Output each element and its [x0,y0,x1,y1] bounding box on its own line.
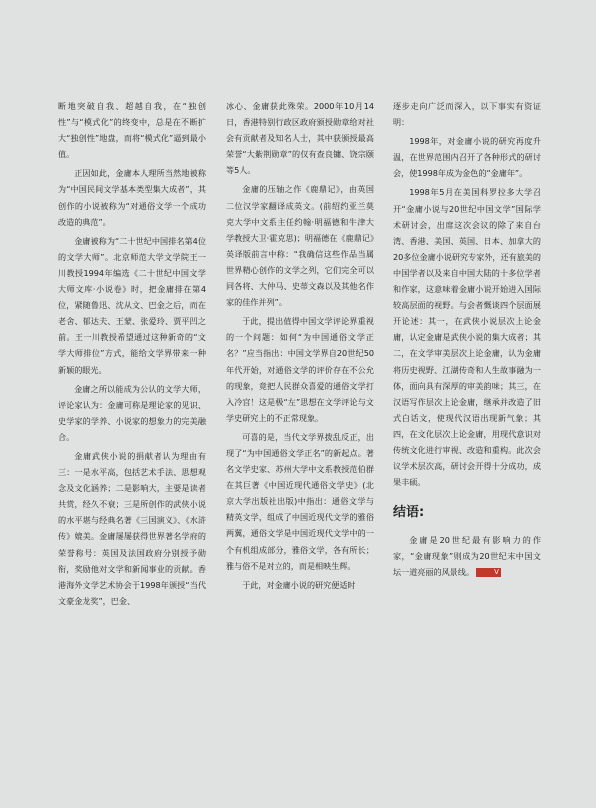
paragraph: 于此，对金庸小说的研究便适时 [242,579,356,590]
paragraph: 断地突破自我、超越自我，在“独创性”与“模式化”的终变中，总是在不断扩大“独创性”地盘，而将“模式化”逼到最小值。 [58,101,206,160]
conclusion-heading: 结语: [393,505,425,521]
paragraph: 于此，提出值得中国文学评论界重视的一个问题：如何“为中国通俗文学正名？”应当指出：中国文学界自20世纪50年代开始，对通俗文学的评价存在不公允的现象，竟把人民群众喜爱的通俗文学打入冷宫！这是极“左”思想在文学评论与文学史研究上的不正常现象。 [226,316,374,423]
paragraph: 冰心、金庸获此殊荣。2000年10月14日，香港特别行政区政府颁授勋章给对社会有贡献者及知名人士，其中获颁授最高荣誉“大紫荆勋章”的仅有查良镛、饶宗颐等5人。 [226,101,374,176]
paragraph: 1998年5月在美国科罗拉多大学召开“金庸小说与20世纪中国文学”国际学术研讨会，出席这次会议的除了来自台湾、香港、美国、英国、日本、加拿大的20多位金庸小说研究专家外，还有旅美的中国学者以及来自中国大陆的十多位学者和作家，这意味着金庸小说开始进入国际较高层面的视野。与会者慨谈四个层面展开论述：其一，在武侠小说层次上论金庸，认定金庸是武侠小说的集大成者；其二，在文学审美层次上论金庸，认为金庸将历史视野、江湖传奇和人生故事融为一体，面向具有深厚的审美韵味；其三，在汉语写作层次上论金庸，继承并改造了旧式白话文，使现代汉语出现新气象；其四，在文化层次上论金庸，用现代意识对传统文化进行审视、改造和重构。此次会议学术层次高，研讨会开得十分成功，成果丰硕。 [393,187,541,488]
column-3-body [393,98,541,490]
paragraph: 金庸之所以能成为公认的文学大师，评论家认为：金庸可称是理论家的见识、史学家的学养、小说家的想象力的完美融合。 [58,383,206,442]
paragraph: 金庸武侠小说的捐献者认为理由有三：一是水平高，包括艺术手法、思想观念及文化涵养；二是影响大，主要是读者共赏，经久不衰；三是所创作的武侠小说的水平堪与经典名著《三国演义》、《水浒传》媲美。金庸屡屡获得世界著名学府的荣誉称号：英国及法国政府分别授予勋衔，奖励他对文学和新闻事业的贡献。香港海外文学艺术协会于1998年颁授“当代文豪金龙奖”，巴金、 [58,450,206,606]
paragraph: 正因如此，金庸本人理所当然地被称为“中国民间文学基本类型集大成者”，其创作的小说被称为“对通俗文学一个成功改造的典范”。 [58,168,206,227]
paragraph: 逐步走向广泛而深入，以下事实有资证明： [393,101,541,128]
paragraph: 金庸是20世纪最有影响力的作家，“金庸现象”则成为20世纪末中国文坛一道亮丽的风景线。 V [393,535,541,578]
text-column-1 [58,98,206,612]
paragraph: 1998年，对金庸小说的研究再度升温，在世界范围内召开了各种形式的研讨会，使1998年成为金色的“金庸年”。 [393,136,541,179]
paragraph: 可喜的是，当代文学界拨乱反正，出现了“为中国通俗文学正名”的新起点。著名文学史家、苏州大学中文系教授范伯群在其巨著《中国近现代通俗文学史》(北京大学出版社出版)中指出：通俗文学与精英文学，组成了中国近现代文学的雅俗两翼，通俗文学是中国近现代文学中的一个有机组成部分，雅俗文学，各有所长；雅与俗不是对立的，而是相映生辉。 [226,431,374,571]
paragraph: 金庸的压轴之作《鹿鼎记》，由英国二位汉学家翻译成英文。(前绍约亚兰莫克大学中文系主任约翰·明福德和牛津大学教授大卫·霍克思)；明福德在《鹿鼎记》英译版前言中称：“我确信这些作品当属世界精心创作的文学之列，它们完全可以同各将、大仲马、史蒂文森以及其他名作家的佳作并列”。 [226,184,374,308]
text-column-2 [226,98,374,596]
conclusion-body [393,532,541,580]
paragraph: 金庸被称为“二十世纪中国排名第4位的文学大师”。北京师范大学文学院王一川教授1994年编选《二十世纪中国文学大师文库·小说卷》时，把金庸排在第4位，紧随鲁迅、沈从文、巴金之后，而在老舍、郁达夫、王蒙、张爱玲、贾平凹之前。王一川教授希望通过这种新奇的“文学大师排位”方式，能给文学界带来一种新颖的眼光。 [58,235,206,375]
end-mark-icon: V [476,568,501,577]
text-column-3 [393,98,541,584]
